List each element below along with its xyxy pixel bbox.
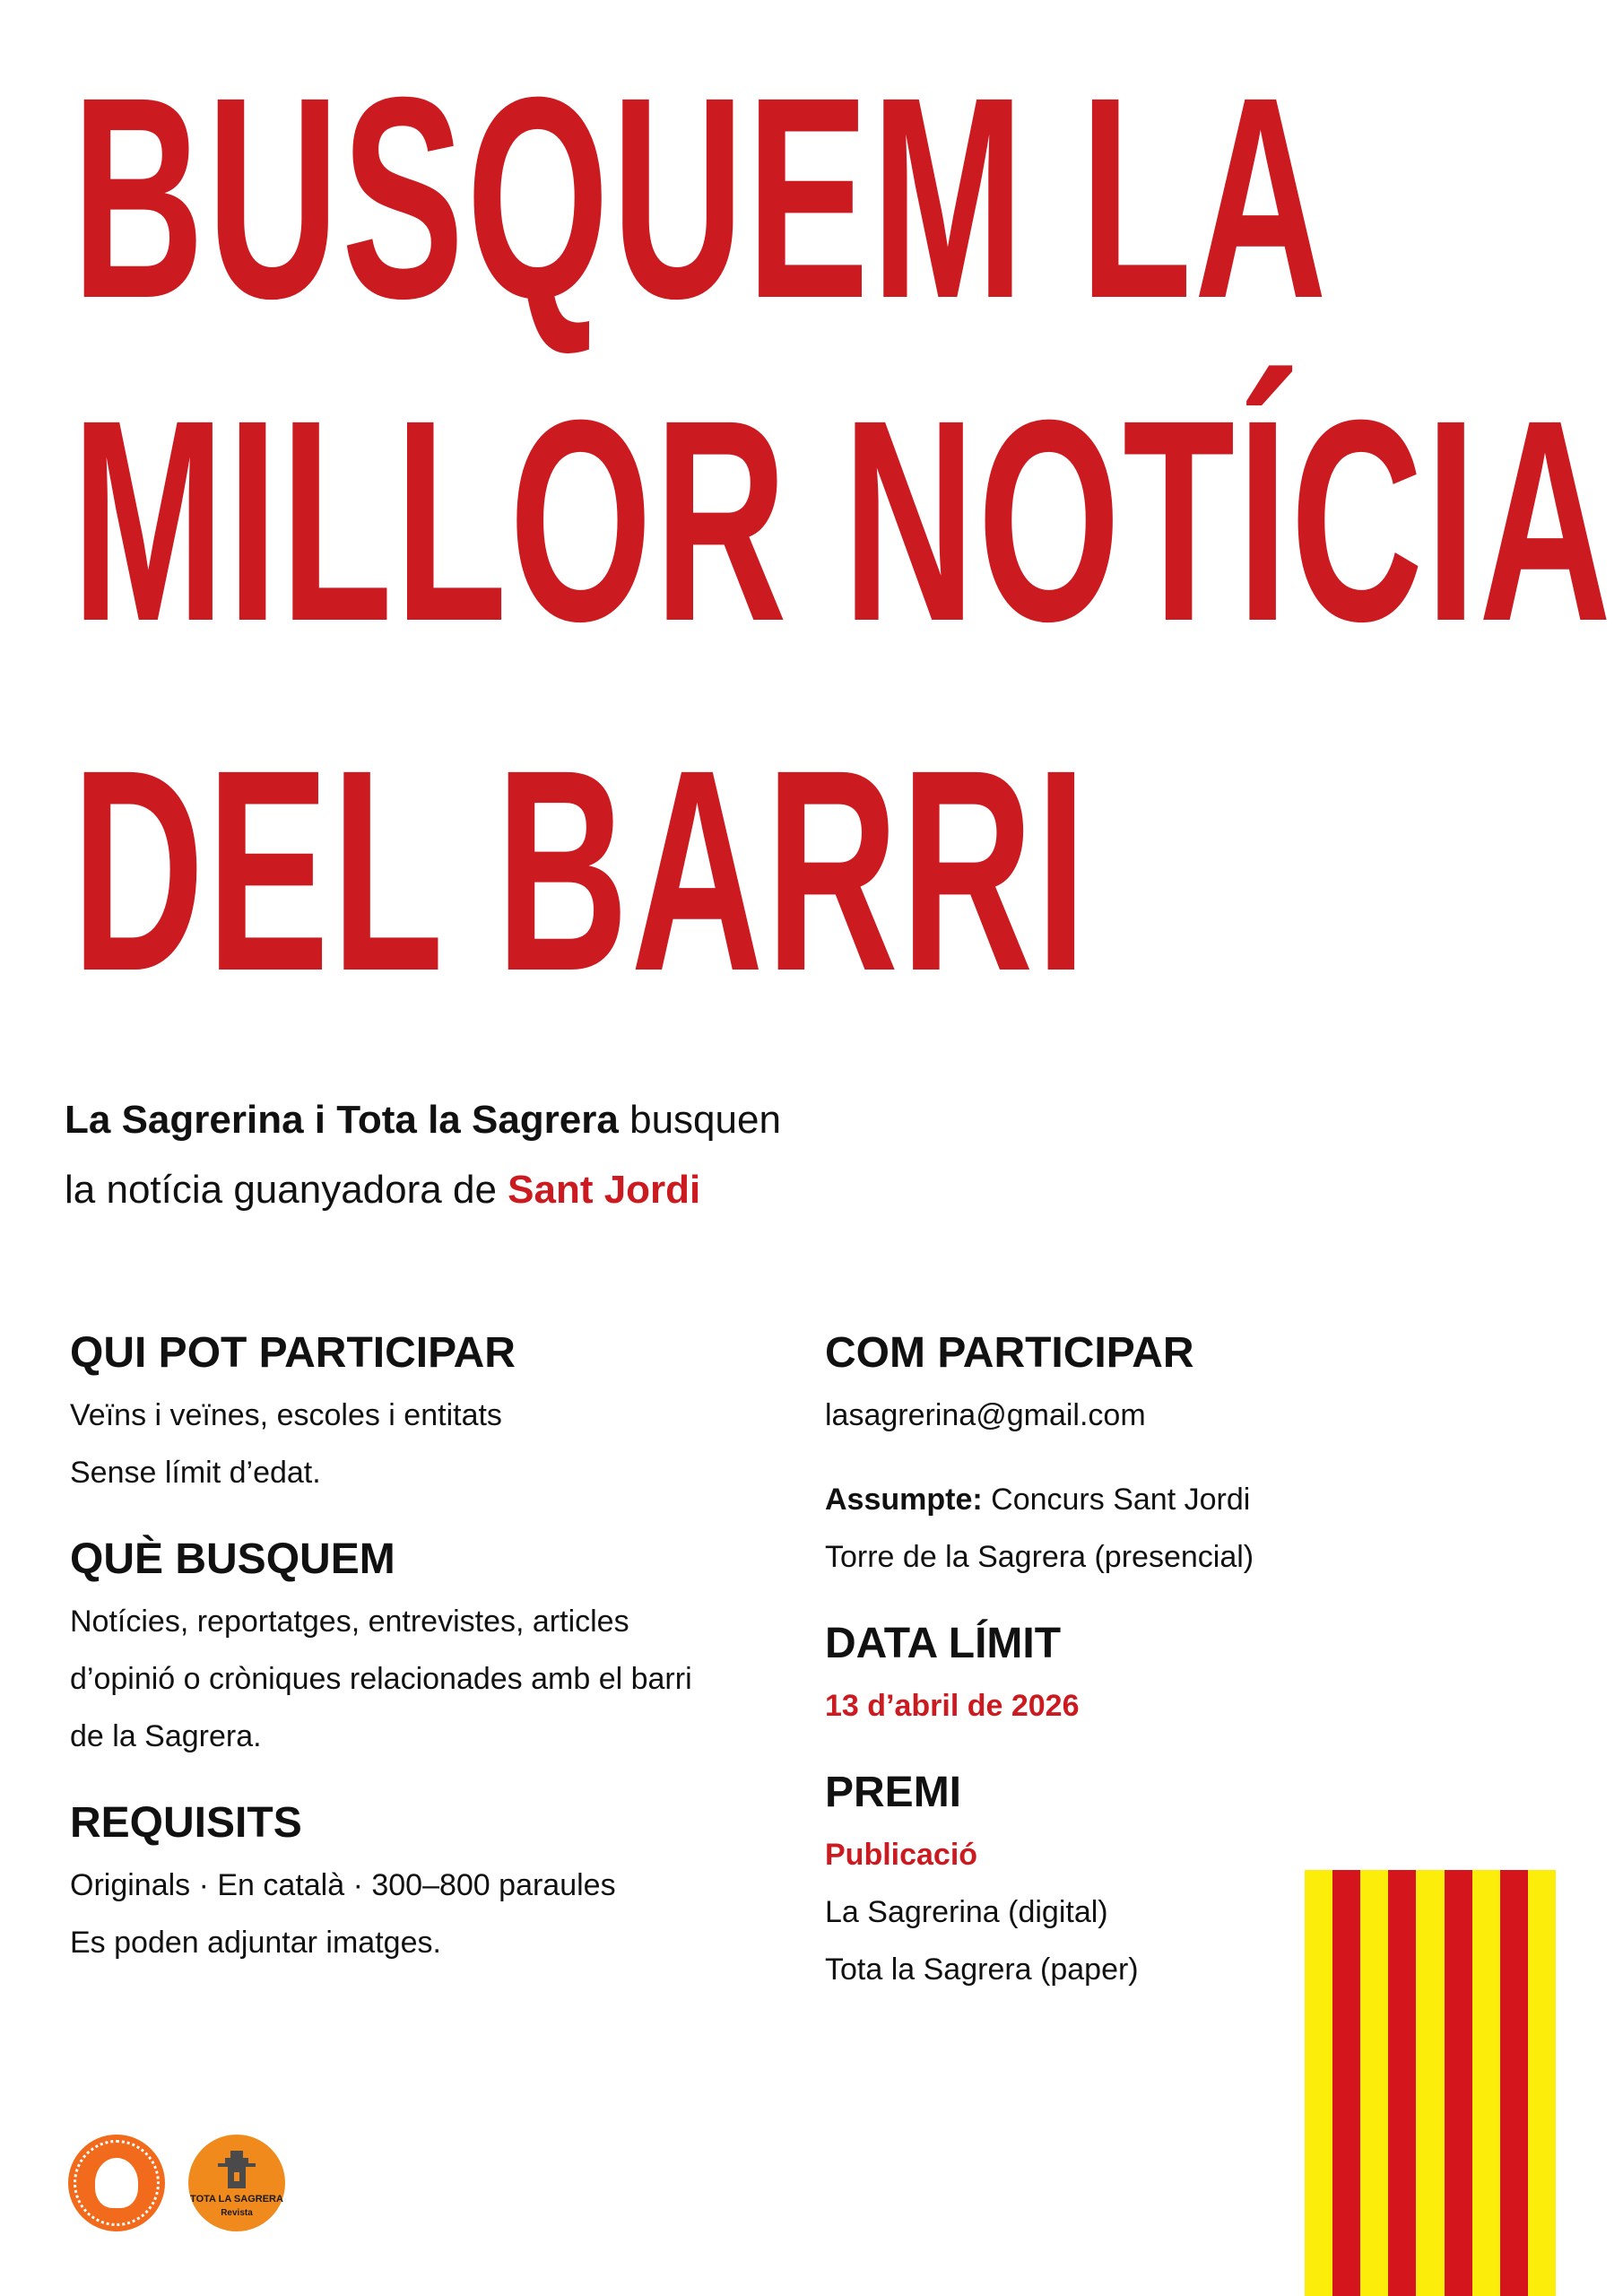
section-line: Sense límit d’edat. (70, 1456, 321, 1490)
flag-stripe-yellow (1416, 1870, 1444, 2296)
section-title: COM PARTICIPAR (825, 1329, 1194, 1377)
section-line: La Sagrerina (digital) (825, 1895, 1108, 1929)
intro-organizers: La Sagrerina i Tota la Sagrera (65, 1098, 619, 1142)
intro-phrase: la notícia guanyadora de (65, 1168, 508, 1212)
intro-sant-jordi: Sant Jordi (508, 1168, 701, 1212)
deadline-date: 13 d’abril de 2026 (825, 1689, 1080, 1723)
flag-stripe-yellow (1528, 1870, 1556, 2296)
intro-line-2 (65, 1155, 781, 1225)
logo-title: TOTA LA SAGRERA (190, 2194, 283, 2205)
right-column (825, 1326, 1327, 2029)
section-data-limit (825, 1616, 1327, 1735)
section-premi (825, 1765, 1327, 1998)
logo-face-icon (95, 2158, 138, 2208)
flag-stripe-yellow (1305, 1870, 1332, 2296)
tower-icon (216, 2149, 257, 2190)
section-title: PREMI (825, 1769, 962, 1816)
subject-label: Assumpte: (825, 1483, 983, 1517)
intro-line-1 (65, 1085, 781, 1155)
section-title: REQUISITS (70, 1799, 302, 1847)
flag-stripe-yellow (1360, 1870, 1388, 2296)
contact-email[interactable]: lasagrerina@gmail.com (825, 1398, 1146, 1432)
section-title: QUÈ BUSQUEM (70, 1535, 395, 1583)
flag-stripe-red (1388, 1870, 1416, 2296)
flag-stripe-red (1500, 1870, 1528, 2296)
section-line: Veïns i veïnes, escoles i entitats (70, 1398, 502, 1432)
section-title: DATA LÍMIT (825, 1620, 1062, 1667)
section-que-busquem (70, 1532, 823, 1765)
catalan-flag (1305, 1870, 1556, 2296)
section-com-participar (825, 1326, 1327, 1586)
section-qui-pot-participar (70, 1326, 823, 1501)
section-line: Originals · En català · 300–800 paraules (70, 1868, 616, 1902)
section-line: d’opinió o cròniques relacionades amb el barri (70, 1662, 692, 1696)
la-sagrerina-logo (68, 2135, 165, 2231)
subject-value: Concurs Sant Jordi (982, 1483, 1251, 1517)
headline-line-3: DEL BARRI (72, 709, 1089, 1031)
intro-text (65, 1085, 781, 1225)
prize-highlight: Publicació (825, 1838, 978, 1872)
section-title: QUI POT PARTICIPAR (70, 1329, 516, 1377)
subject-line (825, 1471, 1327, 1528)
tota-la-sagrera-logo (188, 2135, 285, 2231)
flag-stripe-yellow (1472, 1870, 1500, 2296)
headline-line-2: MILLOR NOTÍCIA (72, 360, 1614, 681)
logo-subtitle: Revista (221, 2208, 253, 2218)
section-requisits (70, 1796, 823, 1971)
flag-stripe-red (1332, 1870, 1360, 2296)
section-line: Tota la Sagrera (paper) (825, 1952, 1139, 1987)
flag-stripe-red (1445, 1870, 1472, 2296)
section-line: de la Sagrera. (70, 1719, 262, 1753)
intro-verb: busquen (618, 1098, 781, 1142)
spacer (825, 1444, 1327, 1471)
headline-line-1: BUSQUEM LA (72, 37, 1330, 358)
in-person-location: Torre de la Sagrera (presencial) (825, 1540, 1254, 1574)
left-column (70, 1326, 823, 2002)
section-line: Notícies, reportatges, entrevistes, articles (70, 1605, 629, 1639)
section-line: Es poden adjuntar imatges. (70, 1926, 441, 1960)
